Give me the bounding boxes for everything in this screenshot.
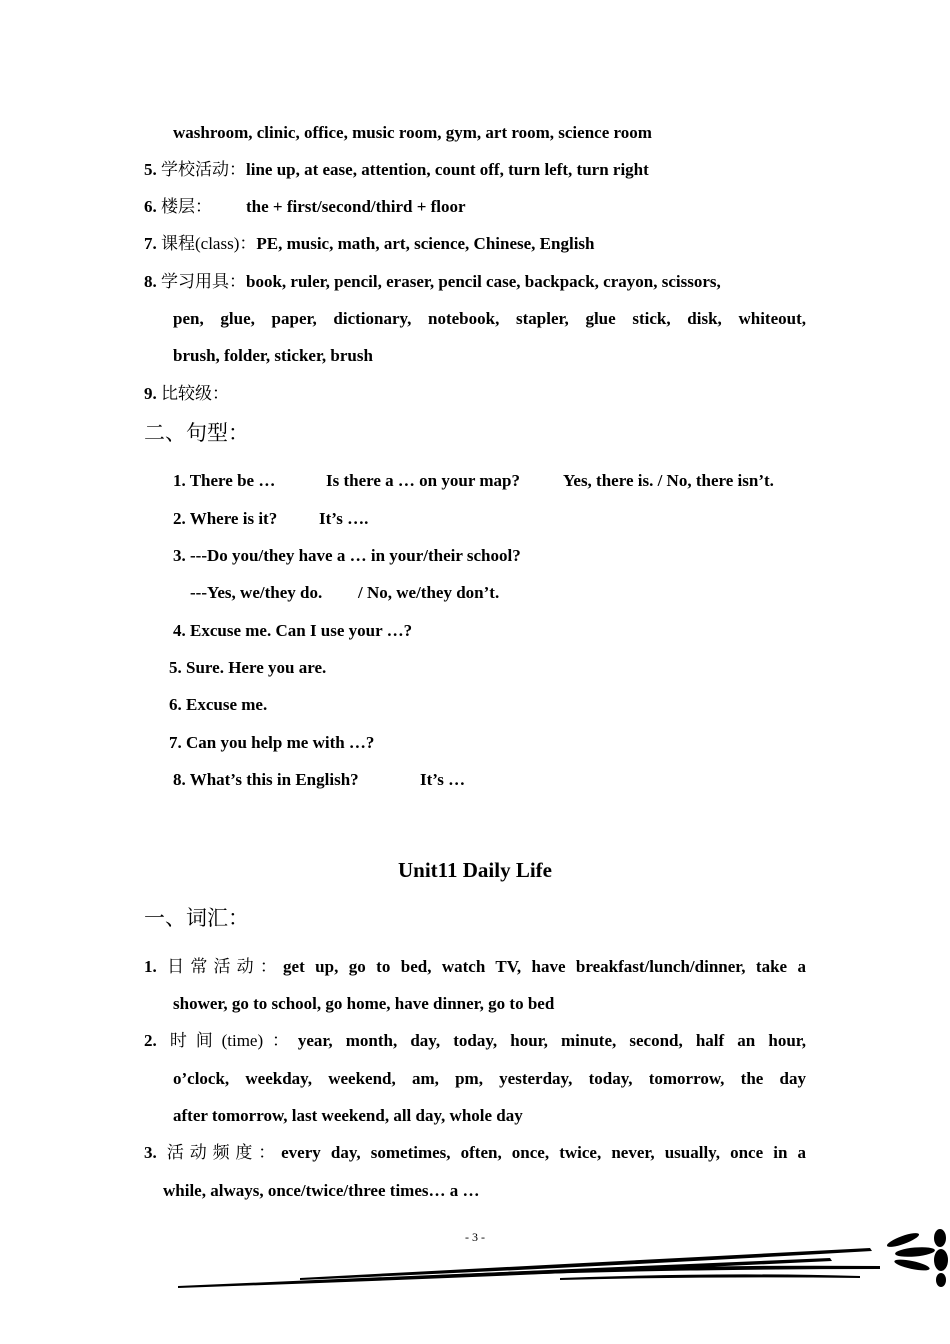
sentence-part: 8. What’s this in English? (173, 770, 359, 789)
page-number: - 3 - (465, 1230, 485, 1244)
sentence-4: 4. Excuse me. Can I use your …? (173, 621, 413, 640)
item-text: year, month, day, today, hour, minute, second, half an hour, (297, 1031, 807, 1050)
list-item-5 (144, 160, 649, 180)
sentence-part: 1. There be … (173, 471, 276, 490)
item-text: PE, music, math, art, science, Chinese, English (256, 234, 595, 253)
item-number: 9. (144, 384, 157, 403)
unit-item-2 (144, 1031, 806, 1051)
item-label: 活动频度： (166, 1143, 282, 1162)
item-text: every day, sometimes, often, once, twice, never, usually, once in a (281, 1143, 807, 1162)
list-item-9 (144, 384, 229, 404)
sentence-part: ---Yes, we/they do. (190, 583, 323, 602)
unit-title: Unit11 Daily Life (397, 858, 552, 882)
list-item-7 (144, 234, 594, 254)
sentence-part: / No, we/they don’t. (358, 583, 500, 602)
item-text: get up, go to bed, watch TV, have breakfast/lunch/dinner, take a (283, 957, 807, 976)
item-label: 课程(class)： (161, 234, 257, 253)
item-text: the + first/second/third + floor (246, 197, 466, 216)
unit-item-2-line2: o’clock, weekday, weekend, am, pm, yesterday, today, tomorrow, the day (173, 1069, 806, 1088)
item-number: 6. (144, 197, 157, 216)
sentence-part: Is there a … on your map? (326, 471, 520, 490)
unit-item-1 (144, 957, 806, 977)
item-label: 楼层： (161, 197, 212, 216)
sentence-part: Yes, there is. / No, there isn’t. (563, 471, 774, 490)
item-text: book, ruler, pencil, eraser, pencil case, backpack, crayon, scissors, (246, 272, 721, 291)
unit-item-3 (144, 1143, 806, 1163)
item-label: 时间(time)： (169, 1031, 298, 1050)
item-label: 日常活动： (167, 957, 284, 976)
sentence-8 (173, 770, 466, 790)
vocab-line-continuation: washroom, clinic, office, music room, gym, art room, science room (173, 123, 652, 142)
list-item-8-line3: brush, folder, sticker, brush (173, 346, 373, 365)
item-label: 学校活动： (161, 160, 246, 179)
list-item-6 (144, 197, 466, 217)
unit-item-1-line2: shower, go to school, go home, have dinner, go to bed (173, 994, 555, 1013)
item-number: 2. (144, 1031, 157, 1050)
item-number: 7. (144, 234, 157, 253)
item-label: 学习用具： (161, 272, 246, 291)
item-number: 3. (144, 1143, 157, 1162)
sentence-3b (190, 583, 500, 603)
item-text: line up, at ease, attention, count off, turn left, turn right (246, 160, 649, 179)
unit-item-3-line2: while, always, once/twice/three times… a … (163, 1181, 480, 1200)
sentence-7: 7. Can you help me with …? (169, 733, 375, 752)
footer-ornament-icon (0, 1220, 950, 1344)
item-number: 5. (144, 160, 157, 179)
item-number: 8. (144, 272, 157, 291)
sentence-part: It’s … (420, 770, 466, 789)
sentence-6: 6. Excuse me. (169, 695, 268, 714)
list-item-8 (144, 272, 721, 292)
vocab-heading: 一、词汇： (144, 906, 249, 930)
sentence-part: 2. Where is it? (173, 509, 278, 528)
sentence-2 (173, 509, 369, 529)
list-item-8-line2: pen, glue, paper, dictionary, notebook, stapler, glue stick, disk, whiteout, (173, 309, 806, 328)
sentence-heading: 二、句型： (144, 421, 249, 445)
sentence-5: 5. Sure. Here you are. (169, 658, 327, 677)
unit-item-2-line3: after tomorrow, last weekend, all day, whole day (173, 1106, 523, 1125)
sentence-3a: 3. ---Do you/they have a … in your/their school? (173, 546, 521, 565)
sentence-part: It’s …. (319, 509, 369, 528)
sentence-1 (173, 471, 774, 491)
item-label: 比较级： (161, 384, 229, 403)
item-number: 1. (144, 957, 157, 976)
